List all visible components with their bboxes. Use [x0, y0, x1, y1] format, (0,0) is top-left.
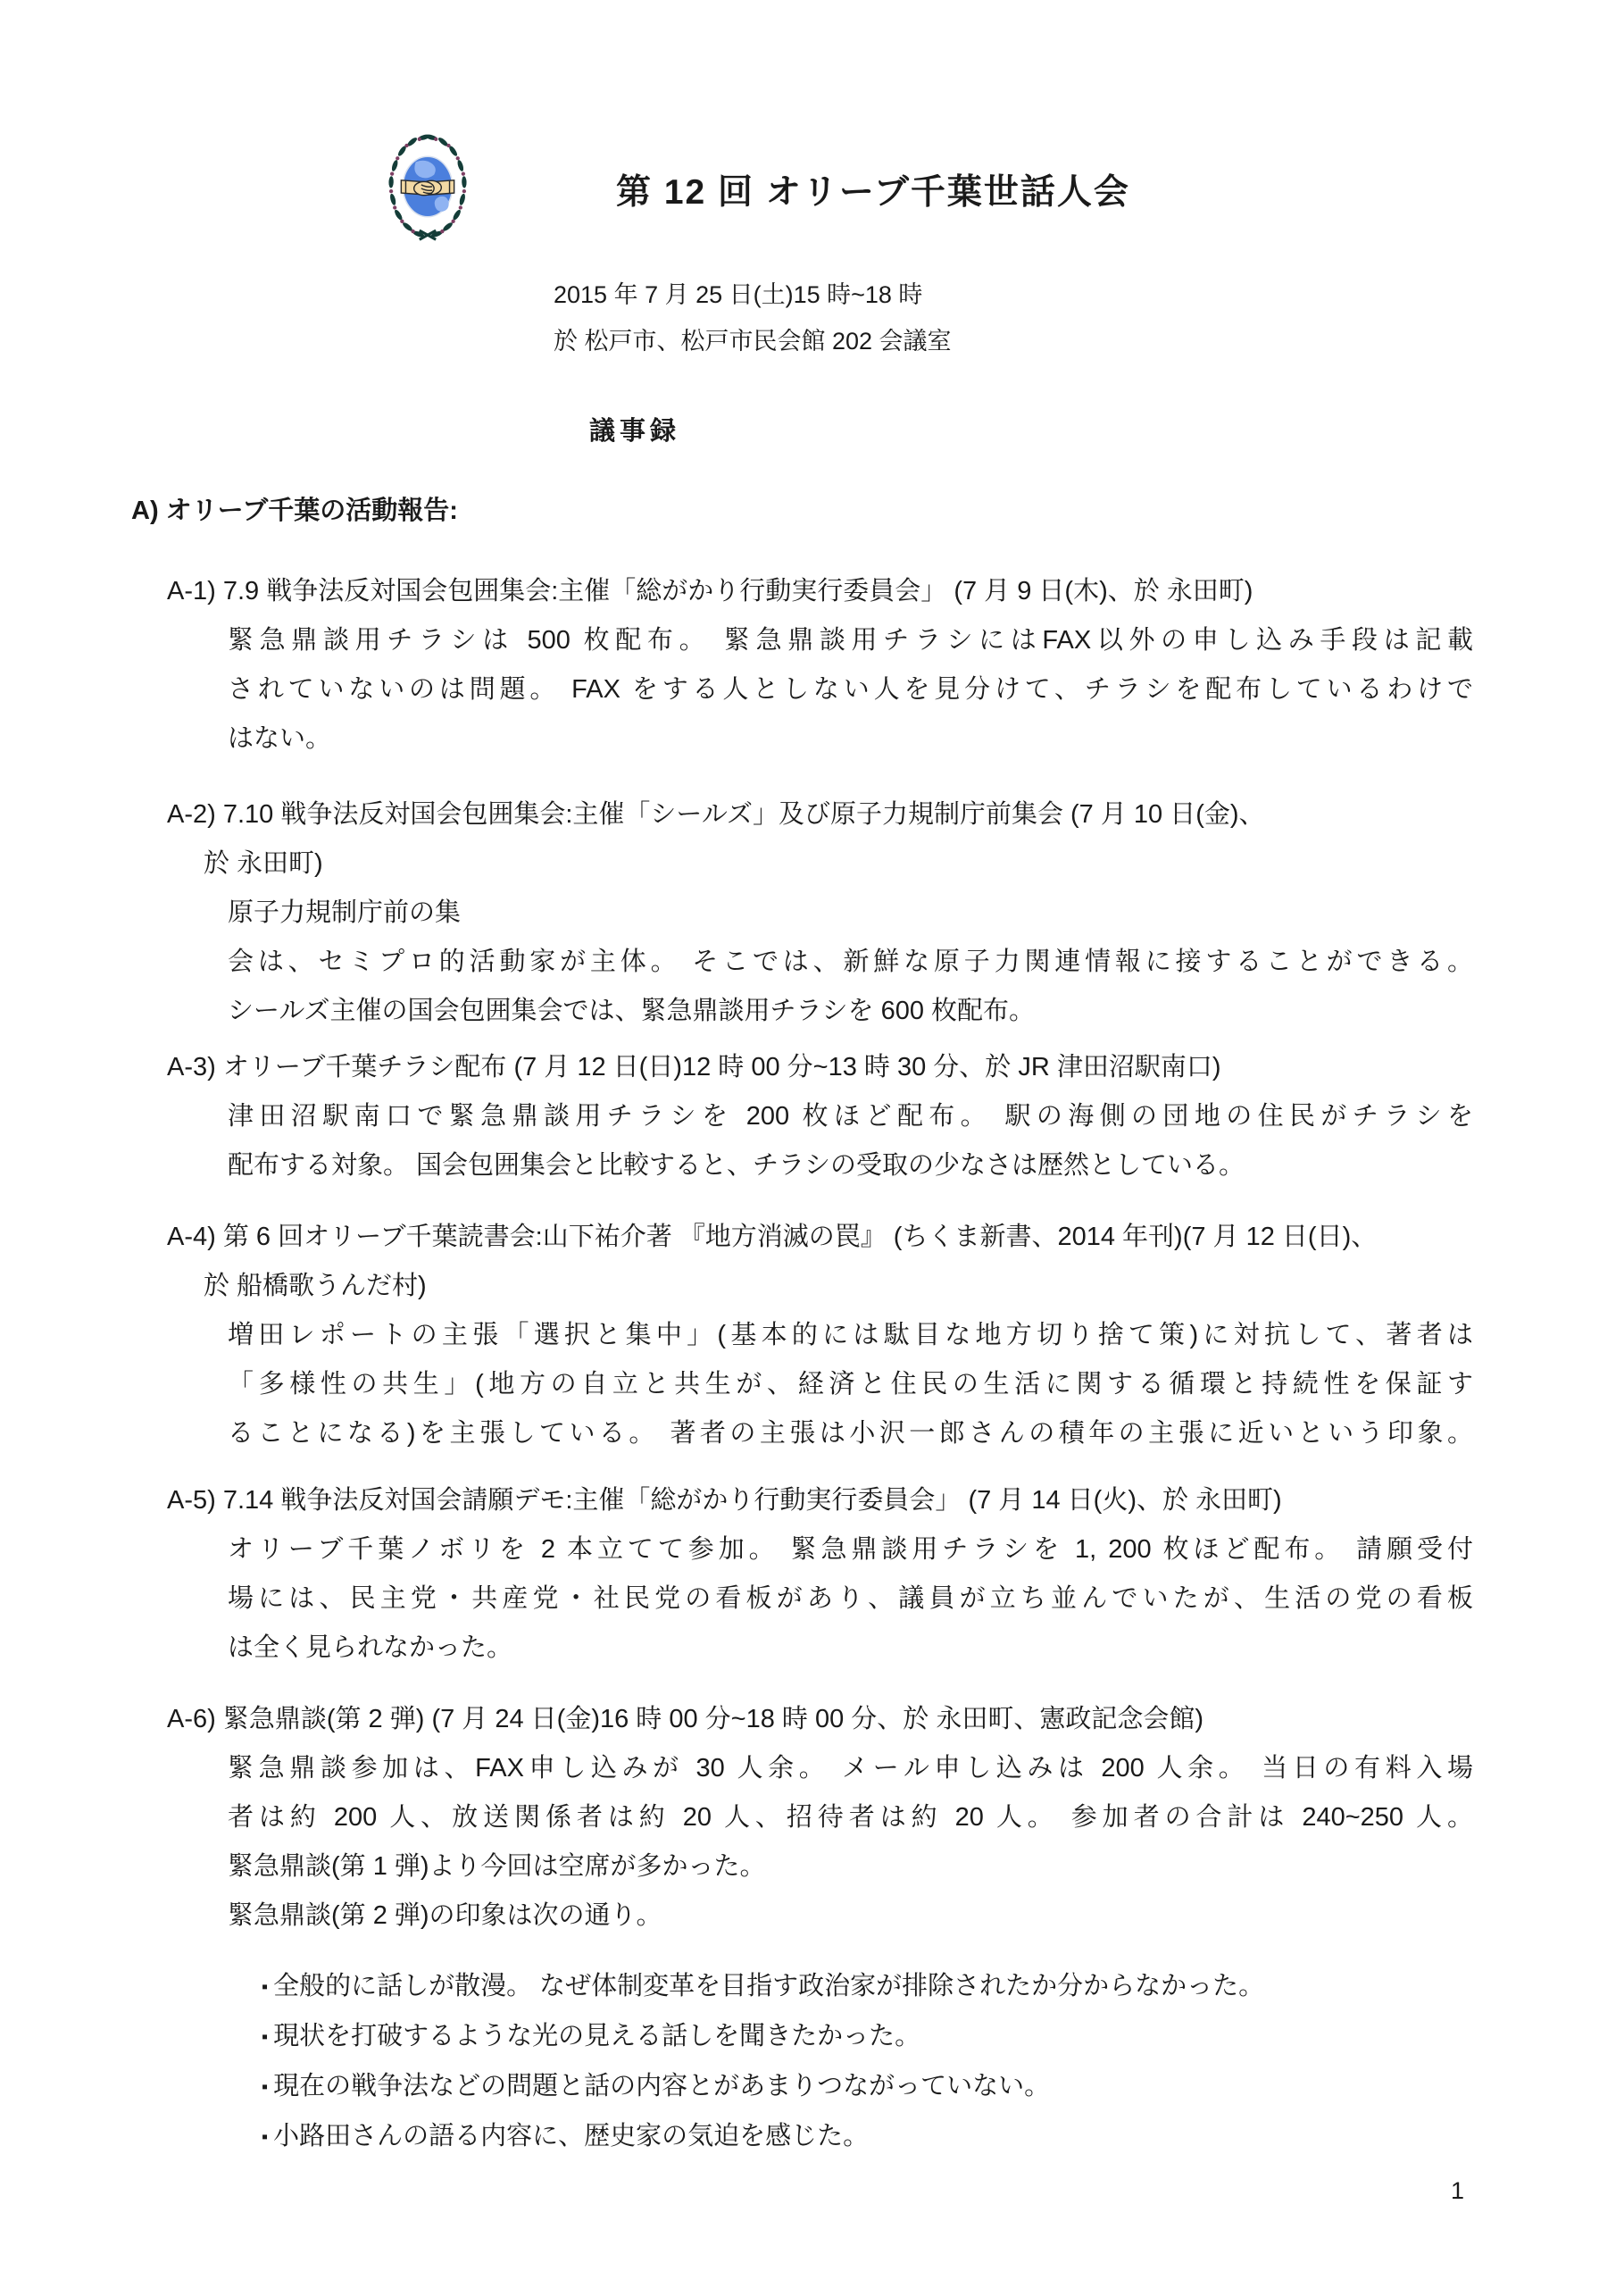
meeting-venue: 於 松戸市、松戸市民会館 202 会議室 [554, 328, 952, 355]
page-number: 1 [1451, 2177, 1465, 2204]
item-line: 原子力規制庁前の集 [228, 898, 462, 927]
bullet-text: 現状を打破するような光の見える話しを聞きたかった。 [273, 2022, 921, 2050]
section-a-heading: A) オリーブ千葉の活動報告: [131, 497, 458, 525]
item-line: 者は約 200 人、放送関係者は約 20 人、招待者は約 20 人。 参加者の合計は 240~250 人。 [228, 1803, 1473, 1832]
page-title: 第 12 回 オリーブ千葉世話人会 [616, 173, 1130, 212]
minutes-heading: 議事録 [589, 417, 681, 446]
item-line: 緊急鼎談(第 2 弾)の印象は次の通り。 [228, 1901, 662, 1930]
report-item-a3 [167, 1043, 1479, 1190]
olive-chiba-globe-handshake-logo-icon [387, 130, 469, 245]
meeting-date: 2015 年 7 月 25 日(土)15 時~18 時 [554, 281, 923, 308]
item-line: 「多様性の共生」(地方の自立と共生が、経済と住民の生活に関する循環と持続性を保証す [228, 1370, 1473, 1399]
report-item-a6 [167, 1695, 1479, 1941]
item-line: 緊急鼎談(第 1 弾)より今回は空席が多かった。 [228, 1852, 766, 1881]
item-heading: A-1) 7.9 戦争法反対国会包囲集会:主催「総がかり行動実行委員会」 (7 月 9 日(木)、於 永田町) [167, 577, 1253, 605]
bullet-icon: ▪ [262, 2077, 269, 2097]
item-line: 津田沼駅南口で緊急鼎談用チラシを 200 枚ほど配布。 駅の海側の団地の住民がチラシを [228, 1102, 1473, 1131]
item-line: 増田レポートの主張「選択と集中」(基本的には駄目な地方切り捨て策)に対抗して、著者は [228, 1321, 1473, 1349]
list-item [262, 2012, 1264, 2062]
item-line: ることになる)を主張している。 著者の主張は小沢一郎さんの積年の主張に近いという印象。 [228, 1419, 1473, 1448]
list-item [262, 1962, 1264, 2012]
item-heading: A-5) 7.14 戦争法反対国会請願デモ:主催「総がかり行動実行委員会」 (7 月 14 日(火)、於 永田町) [167, 1486, 1282, 1515]
item-line: は全く見られなかった。 [228, 1633, 513, 1662]
bullet-text: 現在の戦争法などの問題と話の内容とがあまりつながっていない。 [273, 2072, 1051, 2100]
report-item-a4 [167, 1213, 1479, 1458]
impressions-list [262, 1962, 1264, 2162]
item-line: はない。 [228, 724, 332, 753]
item-heading-continued: 於 船橋歌うんだ村) [204, 1272, 427, 1300]
report-item-a2 [167, 790, 1479, 1036]
bullet-text: 全般的に話しが散漫。 なぜ体制変革を目指す政治家が排除されたか分からなかった。 [273, 1972, 1265, 2000]
bullet-icon: ▪ [262, 2027, 269, 2047]
item-heading: A-3) オリーブ千葉チラシ配布 (7 月 12 日(日)12 時 00 分~13 時 30 分、於 JR 津田沼駅南口) [167, 1053, 1221, 1081]
list-item [262, 2112, 1264, 2162]
item-line: 会は、セミプロ的活動家が主体。 そこでは、新鮮な原子力関連情報に接することができる。 [228, 948, 1473, 976]
item-heading: A-2) 7.10 戦争法反対国会包囲集会:主催「シールズ」及び原子力規制庁前集会 (7 月 10 日(金)、 [167, 800, 1265, 829]
item-line: されていないのは問題。 FAX をする人としない人を見分けて、チラシを配布しているわけで [228, 675, 1473, 704]
report-item-a5 [167, 1476, 1479, 1673]
item-line: 場には、民主党・共産党・社民党の看板があり、議員が立ち並んでいたが、生活の党の看板 [228, 1584, 1473, 1613]
item-line: 緊急鼎談参加は、FAX申し込みが 30 人余。 メール申し込みは 200 人余。 当日の有料入場 [228, 1754, 1473, 1783]
item-line: 配布する対象。 国会包囲集会と比較すると、チラシの受取の少なさは歴然としている。 [228, 1151, 1245, 1180]
report-item-a1 [167, 567, 1479, 764]
item-heading: A-6) 緊急鼎談(第 2 弾) (7 月 24 日(金)16 時 00 分~18 時 00 分、於 永田町、憲政記念会館) [167, 1705, 1204, 1733]
bullet-icon: ▪ [262, 1977, 269, 1997]
handshake-icon [401, 180, 454, 196]
item-line: オリーブ千葉ノボリを 2 本立てて参加。 緊急鼎談用チラシを 1, 200 枚ほど配布。 請願受付 [228, 1535, 1473, 1564]
item-line: 緊急鼎談用チラシは 500 枚配布。 緊急鼎談用チラシにはFAX以外の申し込み手段は記載 [228, 626, 1473, 655]
item-line: シールズ主催の国会包囲集会では、緊急鼎談用チラシを 600 枚配布。 [228, 997, 1036, 1025]
bullet-icon: ▪ [262, 2127, 269, 2147]
item-heading: A-4) 第 6 回オリーブ千葉読書会:山下祐介著 『地方消滅の罠』 (ちくま新書、2014 年刊)(7 月 12 日(日)、 [167, 1223, 1378, 1251]
list-item [262, 2062, 1264, 2112]
bullet-text: 小路田さんの語る内容に、歴史家の気迫を感じた。 [273, 2122, 870, 2150]
item-heading-continued: 於 永田町) [204, 849, 323, 878]
